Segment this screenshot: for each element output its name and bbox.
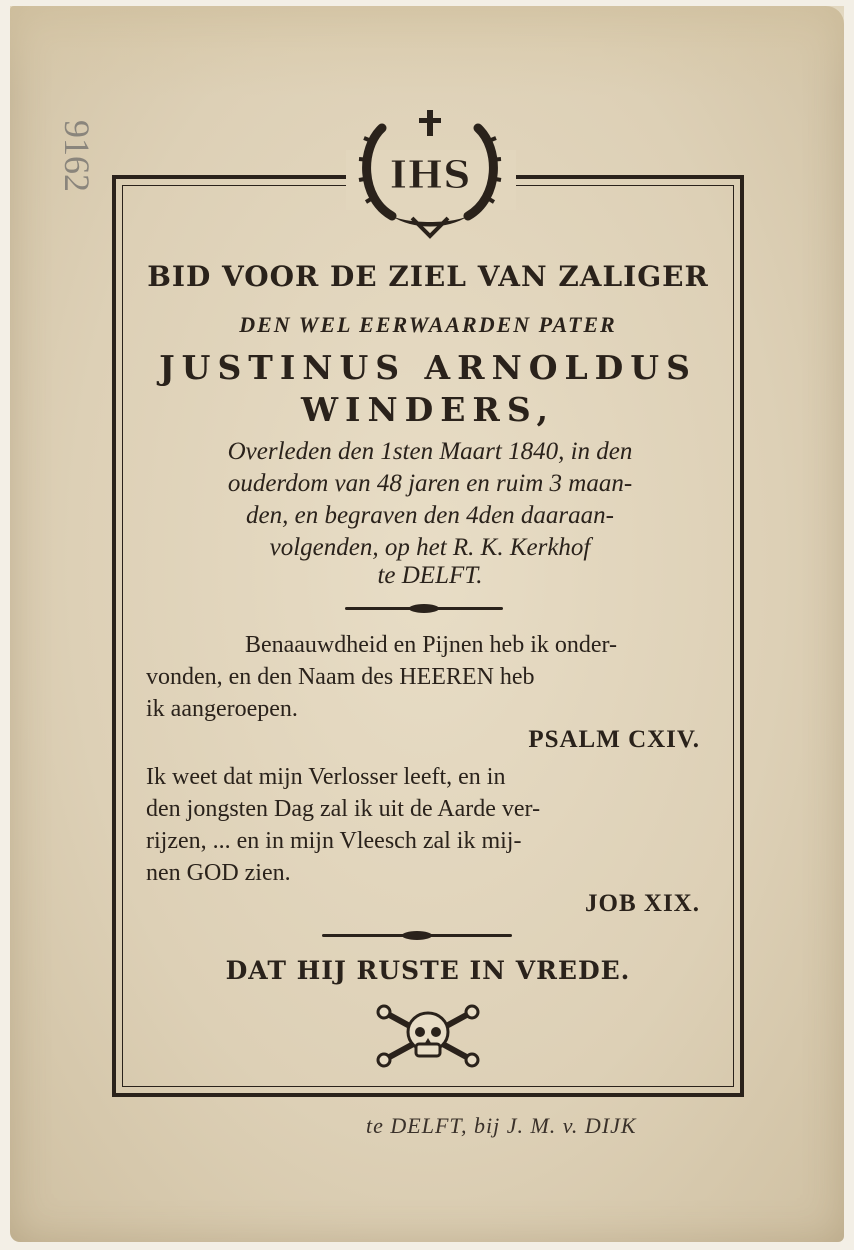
paper-stain xyxy=(10,6,844,96)
bio-line-3: den, en begraven den 4den daaraan- xyxy=(246,502,614,529)
verse1-line-3: ik aangeroepen. xyxy=(146,696,298,722)
skull-crossbones-icon xyxy=(376,1004,480,1068)
verse2-line-3: rijzen, ... en in mijn Vleesch zal ik mij- xyxy=(146,828,522,854)
verse2-line-1: Ik weet dat mijn Verlosser leeft, en in xyxy=(146,764,506,790)
ihs-cross-wreath-icon xyxy=(352,108,508,240)
ornamental-rule xyxy=(322,934,512,937)
bio-line-5: te DELFT. xyxy=(377,562,483,589)
verse1-line-1: Benaauwdheid en Pijnen heb ik onder- xyxy=(244,632,618,658)
verse1-line-2: vonden, en den Naam des HEEREN heb xyxy=(146,664,535,690)
name-line-2: WINDERS, xyxy=(301,390,555,429)
bio-line-4: volgenden, op het R. K. Kerkhof xyxy=(269,534,591,561)
verse1-reference: PSALM CXIV. xyxy=(528,726,700,753)
bio-line-2: ouderdom van 48 jaren en ruim 3 maan- xyxy=(227,470,633,497)
subheading: DEN WEL EERWAARDEN PATER xyxy=(239,312,617,337)
archive-number: 9162 xyxy=(57,120,97,192)
verse2-line-4: nen GOD zien. xyxy=(146,860,291,886)
heading: BID VOOR DE ZIEL VAN ZALIGER xyxy=(147,260,709,293)
name-line-1: JUSTINUS ARNOLDUS xyxy=(159,348,697,387)
verse2-line-2: den jongsten Dag zal ik uit de Aarde ver- xyxy=(146,796,541,822)
ihs-monogram: IHS xyxy=(389,152,471,197)
bio-line-1: Overleden den 1sten Maart 1840, in den xyxy=(227,438,633,465)
closing-line: DAT HIJ RUSTE IN VREDE. xyxy=(225,956,631,985)
verse2-reference: JOB XIX. xyxy=(585,890,700,917)
ornamental-rule xyxy=(345,607,503,610)
printer-imprint: te DELFT, bij J. M. v. DIJK xyxy=(366,1113,637,1138)
